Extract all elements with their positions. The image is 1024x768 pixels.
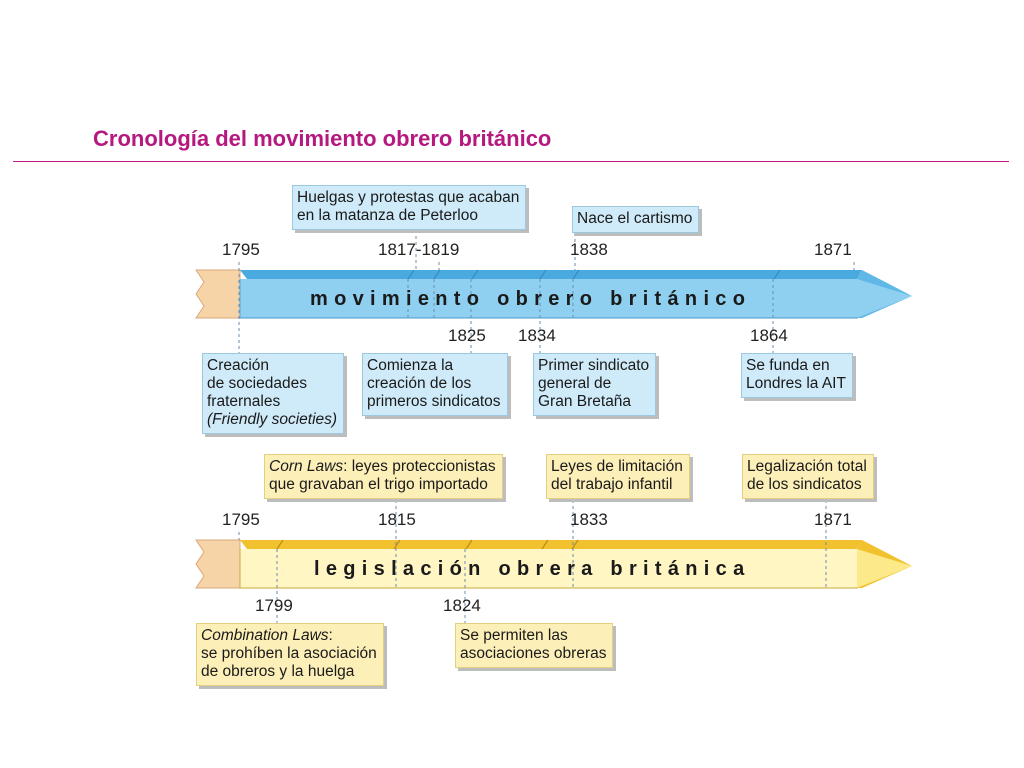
year-1824: 1824 [443,596,481,615]
year-1795-top: 1795 [222,240,260,259]
event-ait: Se funda en Londres la AIT [741,353,853,398]
year-1833: 1833 [570,510,608,529]
year-1834: 1834 [518,326,556,345]
event-peterloo: Huelgas y protestas que acaban en la matanza de Peterloo [292,185,526,230]
year-1815: 1815 [378,510,416,529]
top-band-label: movimiento obrero británico [310,288,752,310]
event-primer-sindicato-general: Primer sindicato general de Gran Bretaña [533,353,656,416]
year-1864: 1864 [750,326,788,345]
event-corn-laws: Corn Laws: leyes proteccionistas que gravaban el trigo importado [264,454,503,499]
year-1817-1819: 1817-1819 [378,240,460,259]
event-combination-laws: Combination Laws: se prohíben la asociación de obreros y la huelga [196,623,384,686]
event-friendly-societies: Creación de sociedades fraternales (Friendly societies) [202,353,344,434]
event-primeros-sindicatos: Comienza la creación de los primeros sindicatos [362,353,508,416]
page-title: Cronología del movimiento obrero británico [93,126,552,151]
year-1871-bottom: 1871 [814,510,852,529]
year-1795-bottom: 1795 [222,510,260,529]
event-asociaciones-obreras: Se permiten las asociaciones obreras [455,623,613,668]
event-legalizacion-sindicatos: Legalización total de los sindicatos [742,454,874,499]
year-1838: 1838 [570,240,608,259]
event-cartismo: Nace el cartismo [572,206,699,233]
bottom-band-label: legislación obrera británica [314,558,751,580]
event-trabajo-infantil: Leyes de limitación del trabajo infantil [546,454,690,499]
year-1871-top: 1871 [814,240,852,259]
year-1799: 1799 [255,596,293,615]
year-1825: 1825 [448,326,486,345]
